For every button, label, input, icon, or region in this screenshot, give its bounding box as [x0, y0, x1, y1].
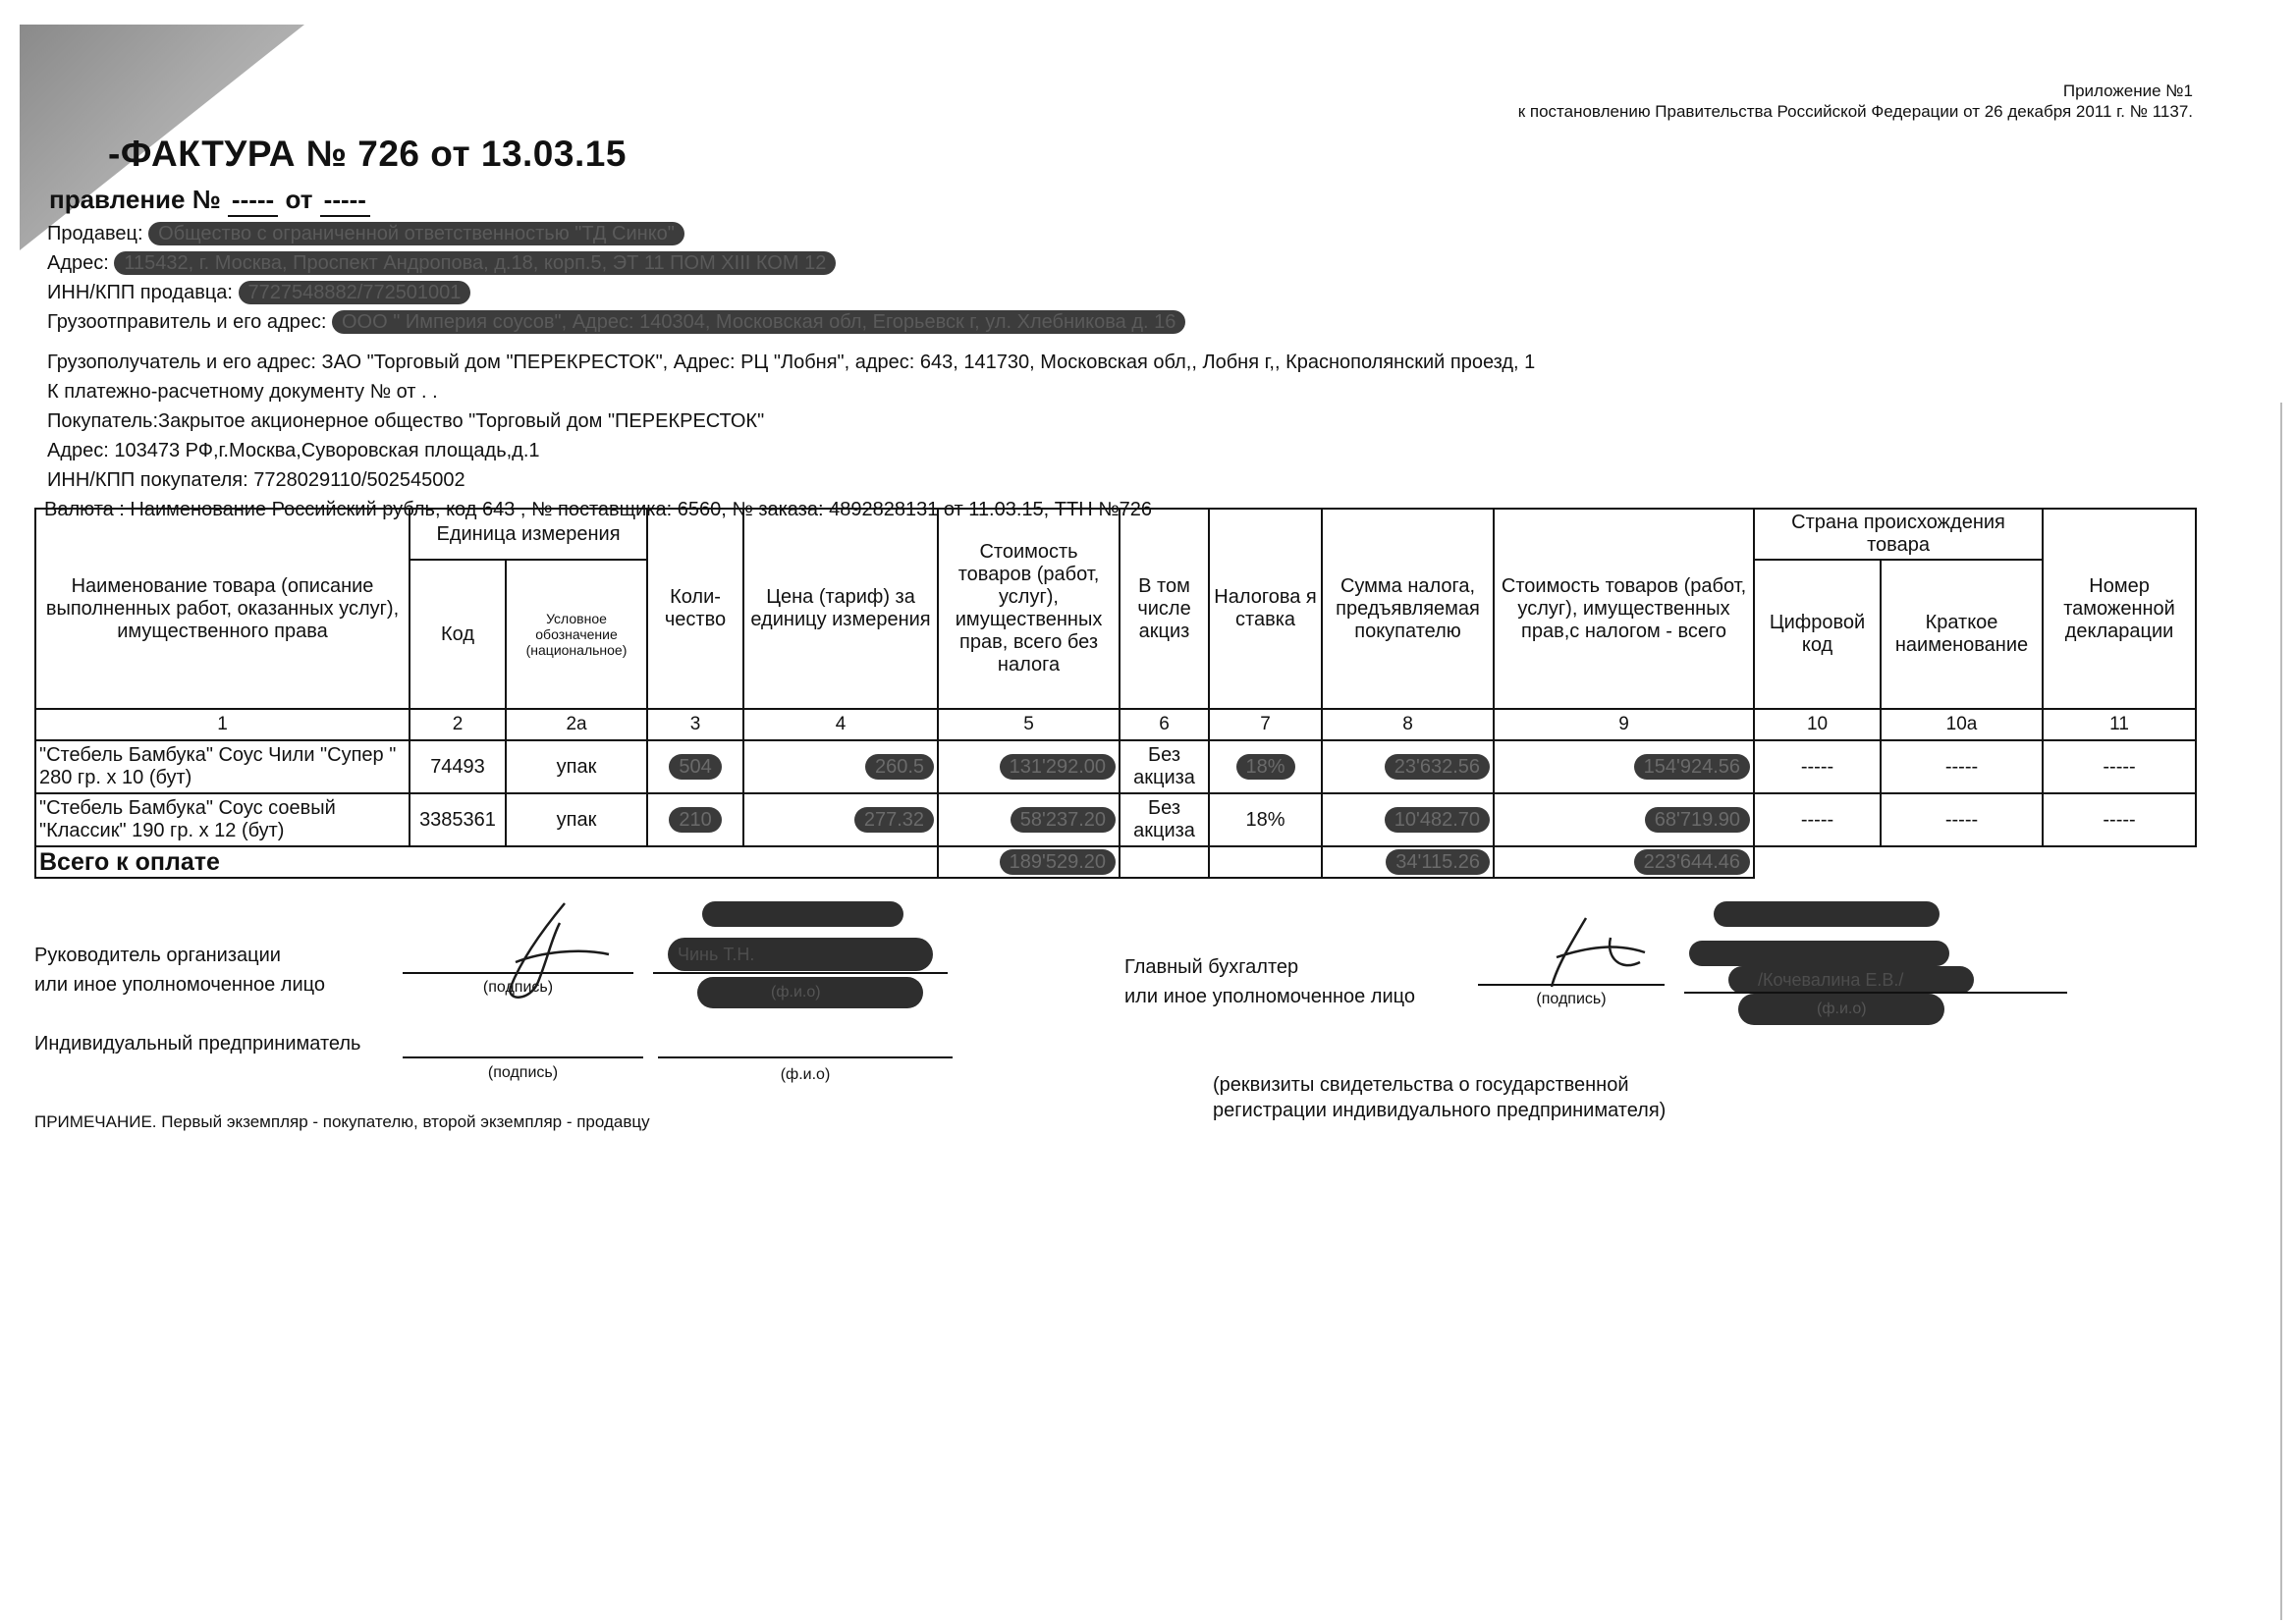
- appendix-note: [1518, 81, 2193, 122]
- item-unit: упак: [506, 740, 647, 793]
- header-quantity: Коли-чество: [647, 509, 743, 709]
- total-excise-empty: [1120, 846, 1209, 878]
- accountant-name: /Кочевалина Е.В./: [1758, 970, 1904, 990]
- item-quantity-value: 504: [669, 754, 721, 780]
- head-signature-label: [34, 941, 325, 1000]
- column-number: 5: [938, 709, 1120, 740]
- item-price: [743, 740, 938, 793]
- column-number: 3: [647, 709, 743, 740]
- item-total: [1494, 793, 1754, 846]
- item-excise: Без акциза: [1120, 793, 1209, 846]
- entrepreneur-label: Индивидуальный предприниматель: [34, 1033, 361, 1055]
- head-signature-scribble: [462, 893, 629, 1011]
- item-price-value: 260.5: [865, 754, 934, 780]
- total-sum: [1494, 846, 1754, 878]
- correction-label: правление №: [49, 185, 221, 214]
- item-cost: [938, 740, 1120, 793]
- column-number: 9: [1494, 709, 1754, 740]
- buyer-inn-field: ИНН/КПП покупателя: 7728029110/502545002: [47, 469, 465, 491]
- table-row: [35, 793, 2196, 846]
- item-total-value: 154'924.56: [1634, 754, 1750, 780]
- invoice-title: -ФАКТУРА № 726 от 13.03.15: [108, 134, 627, 174]
- header-country-name: Краткое наименование: [1881, 560, 2043, 709]
- total-row: [35, 846, 2196, 878]
- accountant-label-line-1: Главный бухгалтер: [1124, 956, 1299, 978]
- registration-note: (реквизиты свидетельства о государственной регистрации индивидуального предпринимателя): [1213, 1074, 1667, 1121]
- accountant-label-line-2: или иное уполномоченное лицо: [1124, 986, 1416, 1007]
- head-stamp-redaction: [702, 901, 903, 927]
- item-country-code: -----: [1754, 740, 1881, 793]
- column-number: 2а: [506, 709, 647, 740]
- appendix-line-1: Приложение №1: [2062, 81, 2193, 100]
- item-tax-value: 23'632.56: [1385, 754, 1490, 780]
- head-label-line-1: Руководитель организации: [34, 945, 281, 966]
- item-tax: [1322, 793, 1494, 846]
- column-number: 7: [1209, 709, 1322, 740]
- seller-field: [47, 222, 684, 245]
- item-quantity: [647, 740, 743, 793]
- buyer-address-field: Адрес: 103473 РФ,г.Москва,Суворовская площадь,д.1: [47, 440, 540, 461]
- total-blank: [1754, 846, 2196, 878]
- accountant-signature-label: [1124, 952, 1415, 1011]
- entrepreneur-signature-caption: (подпись): [487, 1064, 559, 1081]
- header-unit: Единица измерения: [410, 509, 647, 560]
- accountant-signature-scribble: [1517, 913, 1684, 1001]
- item-cost: [938, 793, 1120, 846]
- header-cost: Стоимость товаров (работ, услуг), имущественных прав, всего без налога: [938, 509, 1120, 709]
- seller-inn-field: [47, 281, 470, 304]
- item-unit: упак: [506, 793, 647, 846]
- entrepreneur-name-line: [658, 1056, 953, 1058]
- payment-document-field: К платежно-расчетному документу № от . .: [47, 381, 438, 403]
- item-tax-rate: [1209, 740, 1322, 793]
- buyer-field: Покупатель:Закрытое акционерное общество "Торговый дом "ПЕРЕКРЕСТОК": [47, 410, 765, 432]
- item-price-value: 277.32: [854, 807, 934, 833]
- column-number: 6: [1120, 709, 1209, 740]
- column-number: 1: [35, 709, 410, 740]
- shipper-value-redacted: ООО " Империя соусов", Адрес: 140304, Московская обл, Егорьевск г, ул. Хлебникова д. 16: [332, 310, 1185, 334]
- address-value-redacted: 115432, г. Москва, Проспект Андропова, д.18, корп.5, ЭТ 11 ПОМ XIII КОМ 12: [114, 251, 836, 275]
- seller-inn-value-redacted: 7727548882/772501001: [239, 281, 471, 304]
- correction-from: от: [285, 185, 313, 214]
- item-code: 74493: [410, 740, 506, 793]
- consignee-field: Грузополучатель и его адрес: ЗАО "Торговый дом "ПЕРЕКРЕСТОК", Адрес: РЦ "Лобня", адрес: 643, 141730, Московская обл,, Лобня г,, Краснополянский проезд, 1: [47, 352, 1536, 373]
- invoice-table: [34, 508, 2197, 879]
- footnote: ПРИМЕЧАНИЕ. Первый экземпляр - покупателю, второй экземпляр - продавцу: [34, 1112, 650, 1131]
- item-price: [743, 793, 938, 846]
- header-total-with-tax: Стоимость товаров (работ, услуг), имущественных прав,с налогом - всего: [1494, 509, 1754, 709]
- header-customs-declaration: Номер таможенной декларации: [2043, 509, 2196, 709]
- scan-edge-line: [2280, 403, 2282, 1620]
- header-tax-amount: Сумма налога, предъявляемая покупателю: [1322, 509, 1494, 709]
- item-total: [1494, 740, 1754, 793]
- item-customs: -----: [2043, 740, 2196, 793]
- header-price: Цена (тариф) за единицу измерения: [743, 509, 938, 709]
- head-signature-caption: (подпись): [482, 979, 554, 996]
- head-name: Чинь Т.Н.: [678, 945, 755, 964]
- header-country: Страна происхождения товара: [1754, 509, 2043, 560]
- seller-value-redacted: Общество с ограниченной ответственностью "ТД Синко": [148, 222, 684, 245]
- item-country-name: -----: [1881, 740, 2043, 793]
- item-cost-value: 58'237.20: [1011, 807, 1116, 833]
- total-sum-value: 223'644.46: [1634, 849, 1750, 875]
- item-country-name: -----: [1881, 793, 2043, 846]
- accountant-stamp-redaction: [1714, 901, 1940, 927]
- seller-inn-label: ИНН/КПП продавца:: [47, 282, 233, 303]
- item-total-value: 68'719.90: [1645, 807, 1750, 833]
- total-tax: [1322, 846, 1494, 878]
- column-number: 11: [2043, 709, 2196, 740]
- shipper-field: [47, 310, 1185, 334]
- accountant-name-redaction: [1728, 966, 1974, 994]
- seller-address-field: [47, 251, 836, 275]
- header-unit-code: Код: [410, 560, 506, 709]
- header-excise: В том числе акциз: [1120, 509, 1209, 709]
- total-cost: [938, 846, 1120, 878]
- seller-label: Продавец:: [47, 223, 143, 244]
- total-tax-value: 34'115.26: [1386, 849, 1490, 875]
- address-label: Адрес:: [47, 252, 109, 274]
- column-number: 10а: [1881, 709, 2043, 740]
- item-quantity-value: 210: [669, 807, 721, 833]
- item-name: "Стебель Бамбука" Соус соевый "Классик" 190 гр. х 12 (бут): [35, 793, 410, 846]
- head-name-caption-redaction: [697, 977, 923, 1008]
- item-tax-value: 10'482.70: [1385, 807, 1490, 833]
- column-number: 2: [410, 709, 506, 740]
- correction-date: -----: [320, 185, 370, 217]
- total-rate-empty: [1209, 846, 1322, 878]
- item-code: 3385361: [410, 793, 506, 846]
- item-quantity: [647, 793, 743, 846]
- accountant-name-caption: (ф.и.о): [1817, 1001, 1867, 1017]
- accountant-signature-caption: (подпись): [1536, 991, 1607, 1007]
- item-name: "Стебель Бамбука" Соус Чили "Супер " 280 гр. х 10 (бут): [35, 740, 410, 793]
- item-tax-rate: 18%: [1209, 793, 1322, 846]
- item-excise: Без акциза: [1120, 740, 1209, 793]
- appendix-line-2: к постановлению Правительства Российской Федерации от 26 декабря 2011 г. № 1137.: [1517, 102, 2193, 121]
- column-number-row: [35, 709, 2196, 740]
- column-number: 10: [1754, 709, 1881, 740]
- accountant-name-caption-redaction: [1738, 994, 1944, 1025]
- total-cost-value: 189'529.20: [1000, 849, 1116, 875]
- total-label: Всего к оплате: [35, 846, 938, 878]
- accountant-stamp-redaction-2: [1689, 941, 1949, 966]
- head-name-caption: (ф.и.о): [771, 984, 821, 1001]
- shipper-label: Грузоотправитель и его адрес:: [47, 311, 327, 333]
- entrepreneur-name-caption: (ф.и.о): [780, 1066, 831, 1083]
- item-customs: -----: [2043, 793, 2196, 846]
- correction-line: [49, 185, 370, 217]
- item-tax: [1322, 740, 1494, 793]
- head-name-line: [653, 972, 948, 974]
- head-label-line-2: или иное уполномоченное лицо: [34, 974, 326, 996]
- table-row: [35, 740, 2196, 793]
- table-header-row-1: [35, 509, 2196, 560]
- header-name: Наименование товара (описание выполненных работ, оказанных услуг), имущественного права: [35, 509, 410, 709]
- column-number: 4: [743, 709, 938, 740]
- entrepreneur-signature-line: [403, 1056, 643, 1058]
- correction-number: -----: [228, 185, 278, 217]
- currency-field: Валюта : Наименование Российский рубль, код 643 , № поставщика: 6560, № заказа: 4892828131 от 11.03.15, ТТН №726: [44, 499, 1153, 520]
- header-unit-name: Условное обозначение (национальное): [506, 560, 647, 709]
- header-country-code: Цифровой код: [1754, 560, 1881, 709]
- item-tax-rate-value: 18%: [1236, 754, 1295, 780]
- head-name-redaction: [668, 938, 933, 971]
- item-country-code: -----: [1754, 793, 1881, 846]
- column-number: 8: [1322, 709, 1494, 740]
- item-cost-value: 131'292.00: [1000, 754, 1116, 780]
- header-tax-rate: Налогова я ставка: [1209, 509, 1322, 709]
